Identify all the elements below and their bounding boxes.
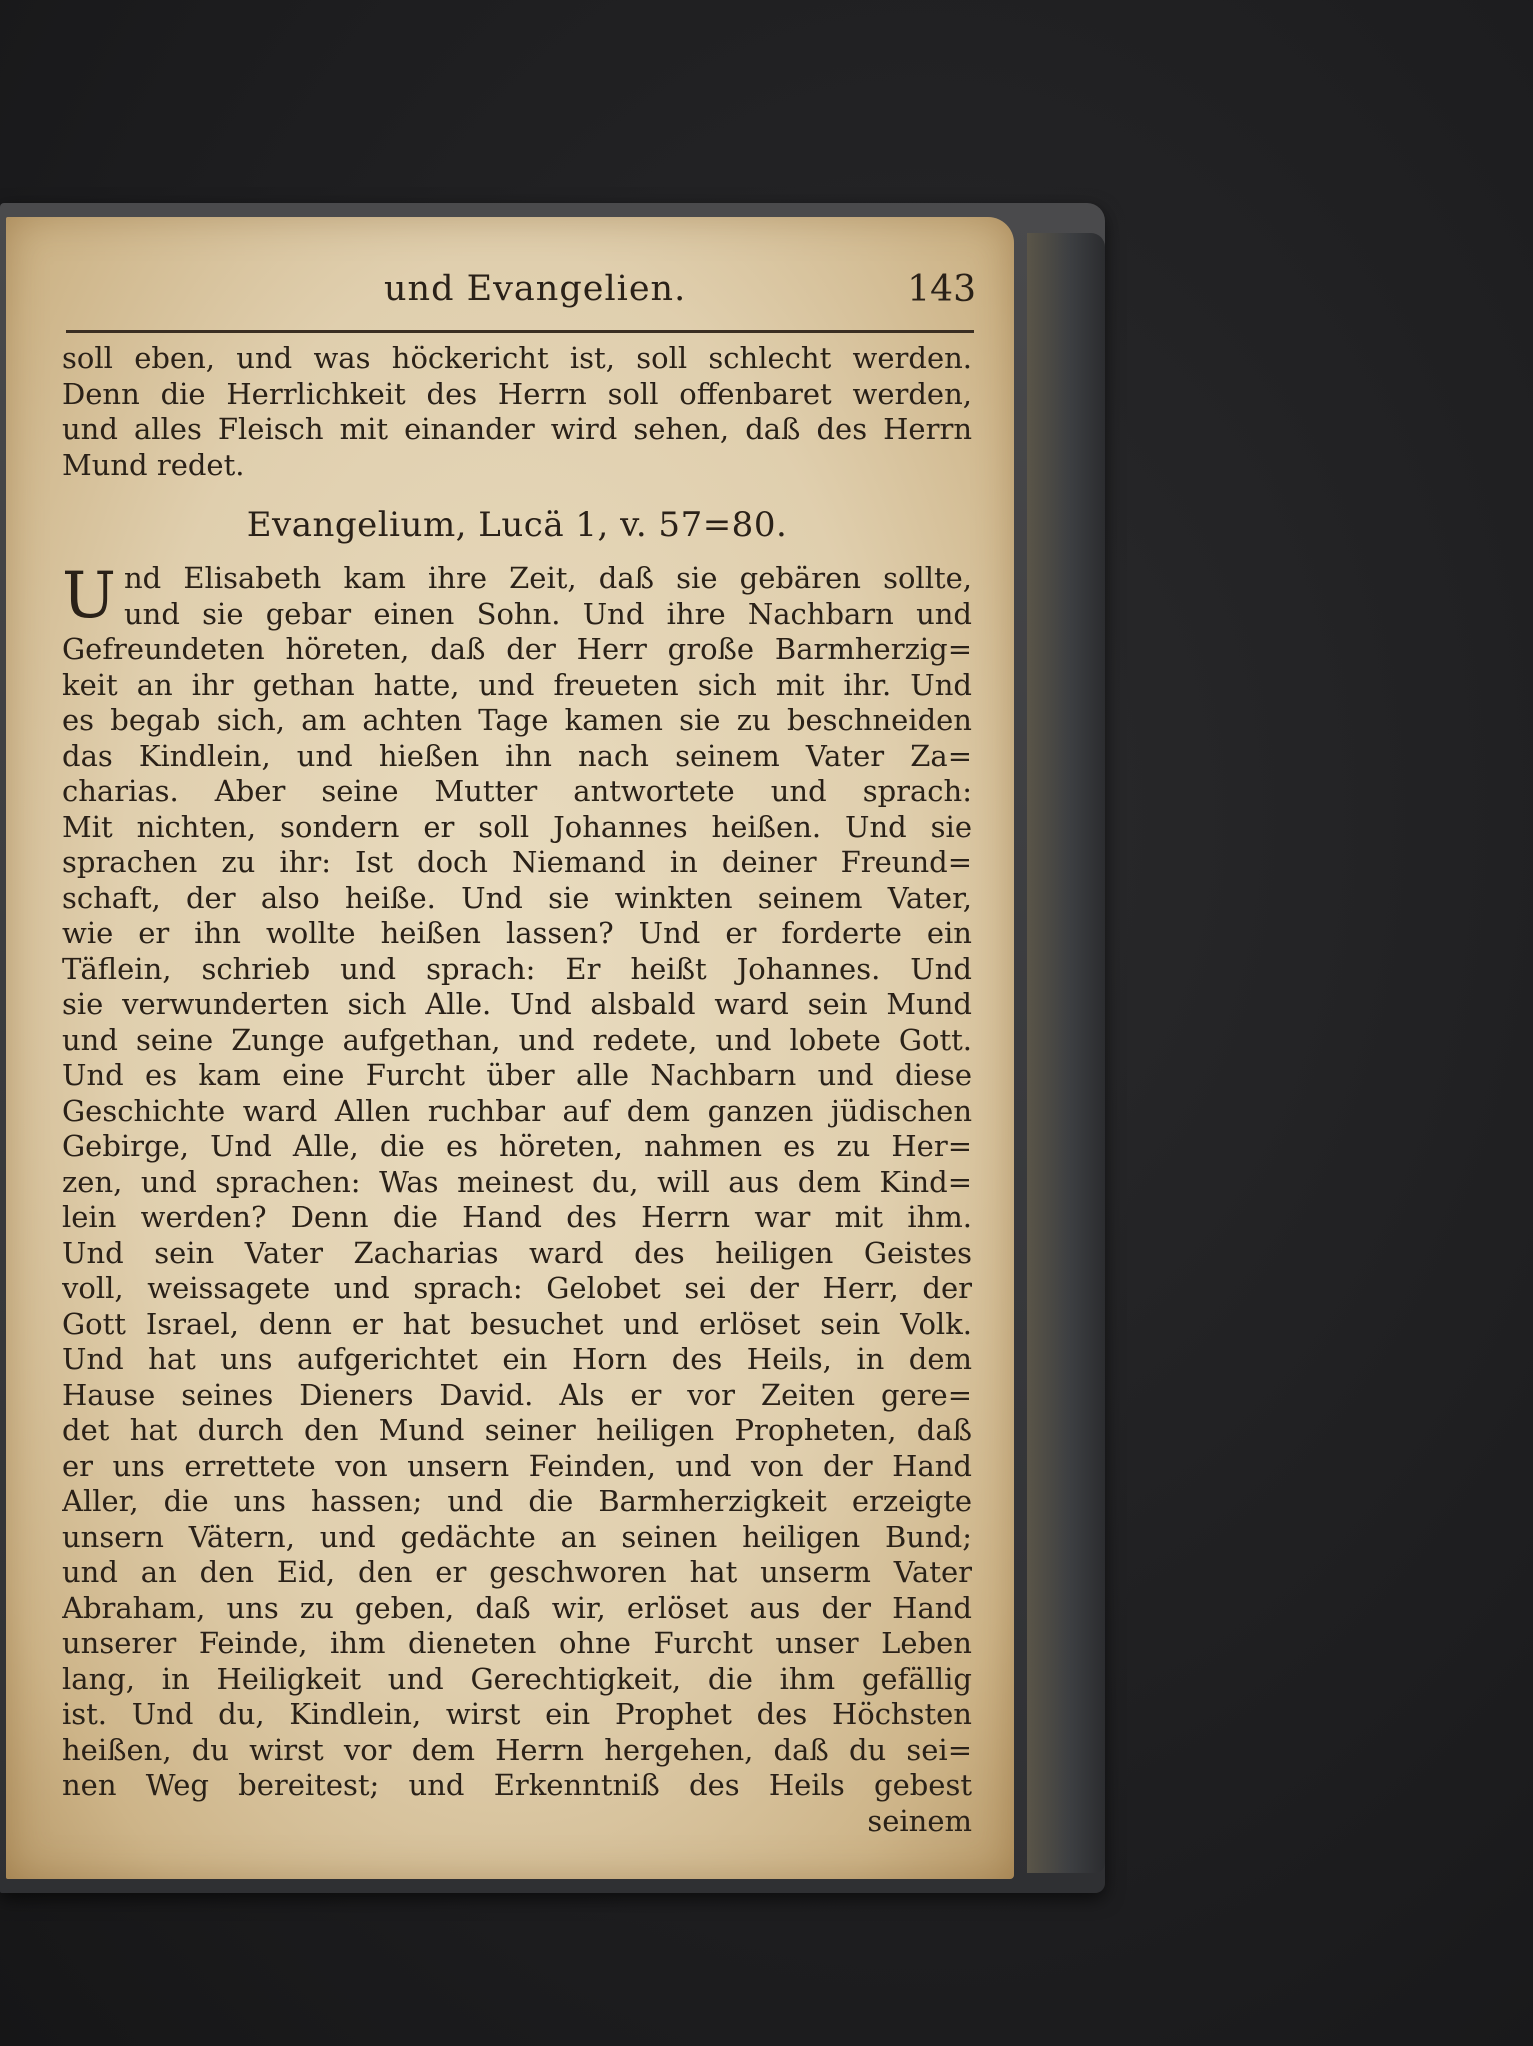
text-line: und alles Fleisch mit einander wird sehen, daß des Herrn (62, 412, 972, 446)
drop-cap: U (62, 559, 116, 633)
intro-paragraph (62, 341, 972, 483)
text-line: Mund redet. (62, 447, 245, 482)
text-line: soll eben, und was höckericht ist, soll schlecht werden. (62, 341, 972, 375)
text-line: und sie gebar einen Sohn. Und ihre Nachbarn und (124, 596, 972, 631)
text-line: das Kindlein, und hießen ihn nach seinem Vater Za= (62, 738, 972, 773)
text-line: Gott Israel, denn er hat besuchet und erlöset sein Volk. (62, 1306, 972, 1341)
text-line: Täflein, schrieb und sprach: Er heißt Johannes. Und (62, 951, 972, 986)
page-number: 143 (907, 269, 976, 310)
text-line: schaft, der also heiße. Und sie winkten seinem Vater, (62, 880, 972, 915)
text-line: Geschichte ward Allen ruchbar auf dem ganzen jüdischen (62, 1093, 972, 1128)
text-line: und seine Zunge aufgethan, und redete, und lobete Gott. (62, 1022, 972, 1057)
text-line: zen, und sprachen: Was meinest du, will aus dem Kind= (62, 1164, 972, 1199)
text-line: lang, in Heiligkeit und Gerechtigkeit, die ihm gefällig (62, 1661, 972, 1696)
text-line: nd Elisabeth kam ihre Zeit, daß sie gebären sollte, (124, 561, 972, 595)
text-line: Und es kam eine Furcht über alle Nachbarn und diese (62, 1058, 972, 1092)
text-line: Mit nichten, sondern er soll Johannes heißen. Und sie (62, 809, 972, 844)
running-head: und Evangelien. (384, 269, 687, 309)
text-line: wie er ihn wollte heißen lassen? Und er forderte ein (62, 916, 972, 950)
text-line: det hat durch den Mund seiner heiligen Propheten, daß (62, 1413, 972, 1447)
text-line: voll, weissagete und sprach: Gelobet sei der Herr, der (62, 1271, 972, 1305)
page-header (66, 265, 976, 325)
text-line: keit an ihr gethan hatte, und freueten sich mit ihr. Und (62, 667, 972, 702)
book-edge (1027, 233, 1105, 1873)
text-line: ist. Und du, Kindlein, wirst ein Prophet des Höchsten (62, 1697, 972, 1731)
catchword: seinem (867, 1803, 972, 1838)
text-line: Gefreundeten höreten, daß der Herr große Barmherzig= (62, 632, 972, 666)
gospel-lines (62, 632, 972, 1804)
text-line: Aller, die uns hassen; und die Barmherzigkeit erzeigte (62, 1484, 972, 1518)
text-line: unserer Feinde, ihm dieneten ohne Furcht unser Leben (62, 1626, 972, 1660)
text-line: sie verwunderten sich Alle. Und alsbald ward sein Mund (62, 987, 972, 1021)
drop-cap-block (62, 561, 972, 632)
text-line: unsern Vätern, und gedächte an seinen heiligen Bund; (62, 1519, 972, 1554)
text-line: Abraham, uns zu geben, daß wir, erlöset aus der Hand (62, 1590, 972, 1625)
book-binding (0, 203, 1105, 1893)
text-line: Und sein Vater Zacharias ward des heiligen Geistes (62, 1235, 972, 1270)
text-line: charias. Aber seine Mutter antwortete und sprach: (62, 774, 972, 808)
text-line: er uns errettete von unsern Feinden, und von der Hand (62, 1448, 972, 1483)
text-line: Und hat uns aufgerichtet ein Horn des Heils, in dem (62, 1342, 972, 1376)
text-line: es begab sich, am achten Tage kamen sie zu beschneiden (62, 703, 972, 737)
text-line: nen Weg bereitest; und Erkenntniß des Heils gebest (62, 1768, 972, 1802)
book-page (6, 217, 1014, 1879)
header-rule (66, 330, 974, 333)
text-line: Hause seines Dieners David. Als er vor Zeiten gere= (62, 1377, 972, 1412)
text-line: und an den Eid, den er geschworen hat unserm Vater (62, 1555, 972, 1589)
section-heading: Evangelium, Lucä 1, v. 57=80. (246, 505, 788, 545)
gospel-paragraph (62, 561, 972, 1839)
text-line: heißen, du wirst vor dem Herrn hergehen, daß du sei= (62, 1732, 972, 1767)
text-line: lein werden? Denn die Hand des Herrn war mit ihm. (62, 1200, 972, 1234)
text-line: Gebirge, Und Alle, die es höreten, nahmen es zu Her= (62, 1129, 972, 1163)
page-body (62, 341, 972, 1839)
text-line: Denn die Herrlichkeit des Herrn soll offenbaret werden, (62, 376, 972, 411)
text-line: sprachen zu ihr: Ist doch Niemand in deiner Freund= (62, 845, 972, 879)
